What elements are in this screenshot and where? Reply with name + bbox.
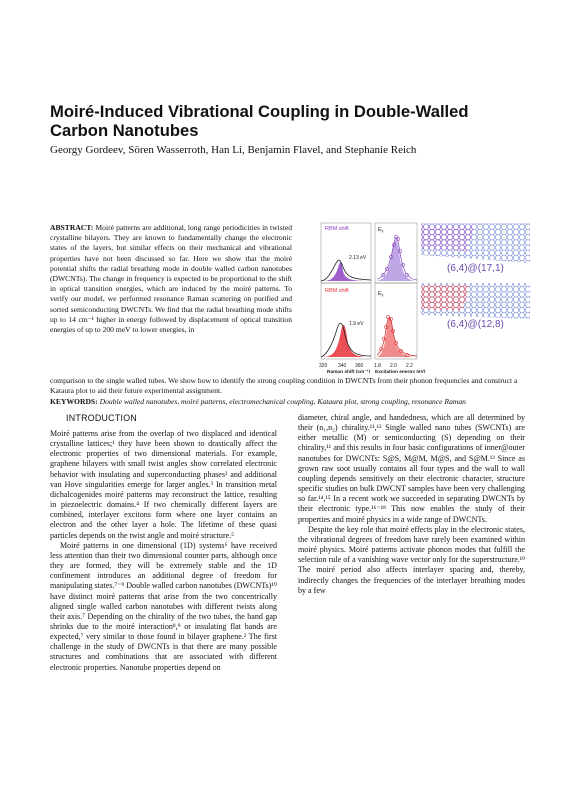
tube-label-bottom: (6,4)@(12,8)	[447, 319, 504, 330]
paragraph: Moiré patterns arise from the overlap of two displaced and identical crystalline lattices;¹ they have been shown to drastically affect the electronic properties of two dimensional materials. For example, graphene bilayers with small twist angles show correlated electronic behavior with insulating and superconducting phases² and additional van Hove singularities emerge for larger angles.³ In transition metal dichalcogenides moiré patterns may reconstruct the lattice, resulting in piezoelectric domains.⁴ If two chemically different layers are combined, interlayer excitons form where one layer contains an electron and the other layer a hole. The lifetime of these quasi particles depends on the twist angle and moiré structure.⁵	[50, 429, 277, 540]
body-column-left	[50, 429, 277, 673]
energy-label-top: 2.13 eV	[349, 255, 367, 261]
eii-label-bottom: $E_{ii}$	[378, 291, 384, 298]
raman-xlabel: Raman shift (cm⁻¹)	[327, 370, 371, 373]
excitation-panel-top	[375, 223, 417, 283]
raman-panel-top	[321, 223, 371, 283]
dwcnt-structure-bottom	[421, 283, 530, 330]
abstract-label: ABSTRACT:	[50, 223, 94, 232]
keywords-text: Double walled nanotubes, moiré patterns, electromechanical coupling, Kataura plot, strong coupling, resonance Raman	[99, 397, 466, 406]
section-heading-introduction: INTRODUCTION	[66, 413, 138, 423]
rbm-label-top: RBM shift	[325, 226, 349, 232]
toc-graphic	[297, 219, 530, 373]
exc-tick-3: 2.2	[406, 363, 413, 369]
paragraph: Despite the key role that moiré effects play in the electronic states, the vibrational degrees of freedom have rarely been examined within moiré physics. Moiré patterns activate phonon modes that fulfill the selection rule of a vanishing wave vector only for the superstructure.¹⁹ The moiré period also affects interlayer spacing and, thereby, indirectly changes the frequencies of the interlayer breathing modes by a few	[298, 524, 525, 595]
dwcnt-structure-top	[421, 223, 530, 274]
paper-title: Moiré-Induced Vibrational Coupling in Double-Walled Carbon Nanotubes	[50, 102, 469, 140]
energy-label-bottom: 1.9 eV	[349, 321, 364, 327]
abstract-text: Moiré patterns are additional, long range periodicities in twisted crystalline bilayers. They are known to fundamentally change the electronic states of the layers, but similar effects on their mechanical and vibrational properties have not been discussed so far. Here we show that the moiré potential shifts the radial breathing mode in double walled carbon nanotubes (DWCNTs). The change in frequency is expected to be proportional to the shift in optical transition energies, which are induced by the moiré patterns. To verify our model, we performed resonance Raman scattering on purified and sorted semiconducting DWCNTs. We find that the radial breathing mode shifts up to 14 cm⁻¹ higher in energy followed by displacement of optical transition energies of up to 200 meV to lower energies, in	[50, 223, 292, 335]
body-column-right	[298, 413, 525, 596]
author-list: Georgy Gordeev, Sören Wasserroth, Han Li, Benjamin Flavel, and Stephanie Reich	[50, 144, 417, 156]
eii-label-top: $E_{ii}$	[378, 227, 384, 234]
rbm-label-bottom: RBM shift	[325, 288, 349, 294]
raman-panel-bottom	[319, 283, 371, 373]
exc-tick-1: 1.8	[374, 363, 381, 369]
excitation-panel-bottom	[374, 283, 426, 373]
paragraph: diameter, chiral angle, and handedness, which are all determined by their (n₁,n₂) chirality.¹¹,¹² Single walled nano tubes (SWCNTs) are either metallic (M) or semiconducting (S) depending on their chirality,¹¹ and this results in four basic configurations of inner@outer nanotubes for DWCNTs: S@S, M@M, M@S, and S@M.¹³ Since as grown raw soot usually contains all four types and the wall to wall coupling depends sensitively on their electronic character, structure specific studies on bulk DWCNT samples have been very challenging so far.¹⁴,¹⁵ In a recent work we succeeded in separating DWCNTs by their electronic type.¹⁶⁻¹⁸ This now enables the study of their properties and moiré physics in a wide range of DWCNTs.	[298, 413, 525, 524]
tube-label-top: (6,4)@(17,1)	[447, 263, 504, 274]
paragraph: Moiré patterns in one dimensional (1D) systems⁶ have received less attention than their two dimensional counter parts, although once they are formed, they will be extremely stable and the 1D confinement introduces an additional degree of freedom for manipulating states.⁷⁻⁹ Double walled carbon nanotubes (DWCNTs)¹⁰ have distinct moiré patterns that arise from the two concentrically aligned single walled carbon nanotubes with different twists along their axis.⁷ Depending on the chirality of the two tubes, the band gap shrinks due to the moiré interaction⁸,⁹ or insulating flat bands are expected,⁷ very similar to those found in bilayer graphene.² The first challenge in the study of DWCNTs is that there are many possible structures and combinations that are associated with different electronic properties. Nanotube properties depend on	[50, 540, 278, 672]
keywords-label: KEYWORDS:	[50, 397, 98, 406]
keywords	[50, 397, 540, 407]
abstract	[50, 223, 292, 335]
raman-tick-3: 360	[355, 363, 364, 369]
exc-xlabel: Excitation energy (eV)	[375, 370, 426, 373]
raman-tick-2: 340	[338, 363, 347, 369]
abstract-continued: comparison to the single walled tubes. We show how to identify the strong coupling condition in DWCNTs from their phonon frequencies and construct a Kataura plot to aid their future experimental assignment.	[50, 376, 518, 396]
raman-tick-1: 320	[319, 363, 328, 369]
exc-tick-2: 2.0	[390, 363, 397, 369]
